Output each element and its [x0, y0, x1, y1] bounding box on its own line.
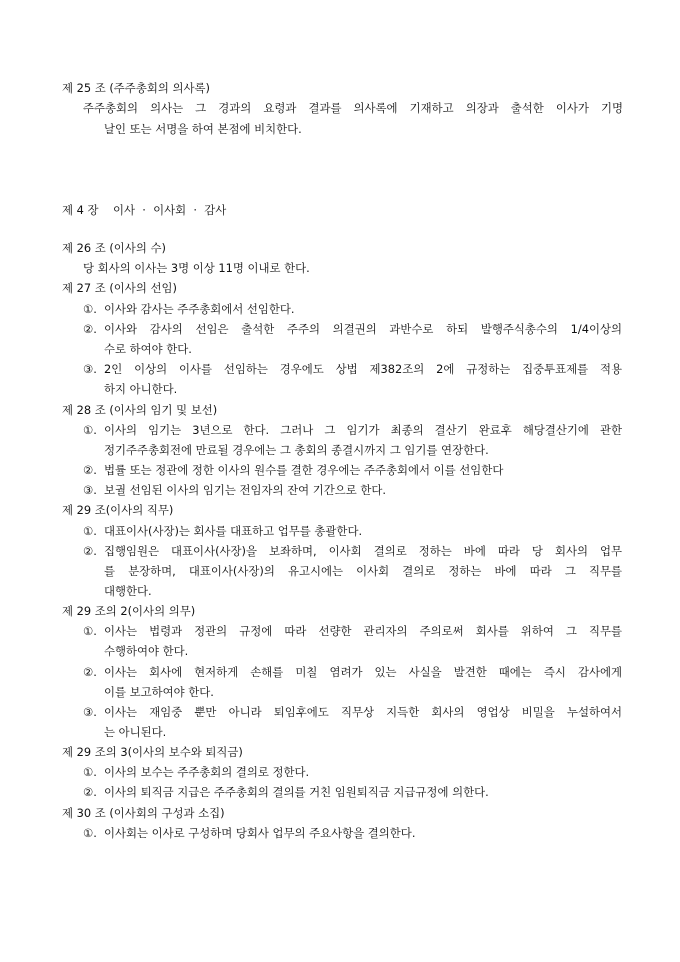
article-28-item-3-num: ③. [83, 483, 97, 497]
article-26-body: 당 회사의 이사는 3명 이상 11명 이내로 한다. [83, 261, 310, 275]
article-27-item-2-text-line-1: 이사와 감사의 선임은 출석한 주주의 의결권의 과반수로 하되 발행주식총수의 1/4이상의 [104, 322, 622, 336]
article-29-2-heading: 제 29 조의 2(이사의 의무) [62, 604, 196, 618]
article-27-item-3-text-line-1: 2인 이상의 이사를 선임하는 경우에도 상법 제382조의 2에 규정하는 집중투표제를 적용 [104, 362, 622, 376]
article-29-3-heading: 제 29 조의 3(이사의 보수와 퇴직금) [62, 745, 243, 759]
article-29-2-item-1-num: ①. [83, 624, 97, 638]
article-29-item-2-text-line-3: 대행한다. [104, 584, 152, 598]
article-26-heading: 제 26 조 (이사의 수) [62, 241, 166, 255]
article-27-item-3-text-line-2: 하지 아니한다. [104, 382, 178, 396]
article-28-item-1-text-line-1: 이사의 임기는 3년으로 한다. 그러나 그 임기가 최종의 결산기 완료후 해당결산기에 관한 [104, 423, 622, 437]
article-30-heading: 제 30 조 (이사회의 구성과 소집) [62, 806, 225, 820]
article-27-item-2-text-line-2: 수로 하여야 한다. [104, 342, 192, 356]
article-28-item-1-num: ①. [83, 423, 97, 437]
article-27-item-2-num: ②. [83, 322, 97, 336]
chapter-4-heading: 제 4 장 이사 · 이사회 · 감사 [62, 203, 227, 217]
article-29-item-1-num: ①. [83, 524, 97, 538]
article-27-item-1-text: 이사와 감사는 주주총회에서 선임한다. [104, 302, 295, 316]
article-30-item-1-text: 이사회는 이사로 구성하며 당회사 업무의 주요사항을 결의한다. [104, 826, 416, 840]
article-27-heading: 제 27 조 (이사의 선임) [62, 281, 177, 295]
article-29-3-item-1-text: 이사의 보수는 주주총회의 결의로 정한다. [104, 765, 310, 779]
article-29-2-item-3-num: ③. [83, 705, 97, 719]
article-29-3-item-2-text: 이사의 퇴직금 지급은 주주총회의 결의를 거친 임원퇴직금 지급규정에 의한다. [104, 785, 489, 799]
article-28-item-2-num: ②. [83, 463, 97, 477]
article-30-item-1-num: ①. [83, 826, 97, 840]
article-28-heading: 제 28 조 (이사의 임기 및 보선) [62, 403, 218, 417]
article-29-item-1-text: 대표이사(사장)는 회사를 대표하고 업무를 총괄한다. [104, 524, 363, 538]
article-27-item-1-num: ①. [83, 302, 97, 316]
article-29-2-item-2-text-line-2: 이를 보고하여야 한다. [104, 685, 214, 699]
article-29-2-item-1-text-line-1: 이사는 법령과 정관의 규정에 따라 선량한 관리자의 주의로써 회사를 위하여 그 직무를 [104, 624, 622, 638]
article-29-2-item-1-text-line-2: 수행하여야 한다. [104, 644, 189, 658]
article-29-2-item-2-num: ②. [83, 665, 97, 679]
article-29-3-item-1-num: ①. [83, 765, 97, 779]
article-28-item-3-text: 보궐 선임된 이사의 임기는 전임자의 잔여 기간으로 한다. [104, 483, 387, 497]
article-29-2-item-3-text-line-2: 는 아니된다. [104, 725, 167, 739]
article-25-body-line-2: 날인 또는 서명을 하여 본점에 비치한다. [104, 122, 302, 136]
article-29-heading: 제 29 조(이사의 직무) [62, 503, 174, 517]
article-29-3-item-2-num: ②. [83, 785, 97, 799]
article-25-body-line-1: 주주총회의 의사는 그 경과의 요령과 결과를 의사록에 기재하고 의장과 출석한 이사가 기명 [83, 101, 623, 115]
article-29-2-item-2-text-line-1: 이사는 회사에 현저하게 손해를 미칠 염려가 있는 사실을 발견한 때에는 즉시 감사에게 [104, 665, 622, 679]
article-28-item-1-text-line-2: 정기주주총회전에 만료될 경우에는 그 총회의 종결시까지 그 임기를 연장한다. [104, 443, 489, 457]
article-28-item-2-text: 법률 또는 정관에 정한 이사의 원수를 결한 경우에는 주주총회에서 이를 선임한다 [104, 463, 504, 477]
article-29-2-item-3-text-line-1: 이사는 재임중 뿐만 아니라 퇴임후에도 직무상 지득한 회사의 영업상 비밀을 누설하여서 [104, 705, 622, 719]
article-25-heading: 제 25 조 (주주총회의 의사록) [62, 81, 210, 95]
article-27-item-3-num: ③. [83, 362, 97, 376]
article-29-item-2-num: ②. [83, 544, 97, 558]
article-29-item-2-text-line-2: 를 분장하며, 대표이사(사장)의 유고시에는 이사회 결의로 정하는 바에 따라 그 직무를 [104, 564, 622, 578]
article-29-item-2-text-line-1: 집행임원은 대표이사(사장)을 보좌하며, 이사회 결의로 정하는 바에 따라 당 회사의 업무 [104, 544, 622, 558]
